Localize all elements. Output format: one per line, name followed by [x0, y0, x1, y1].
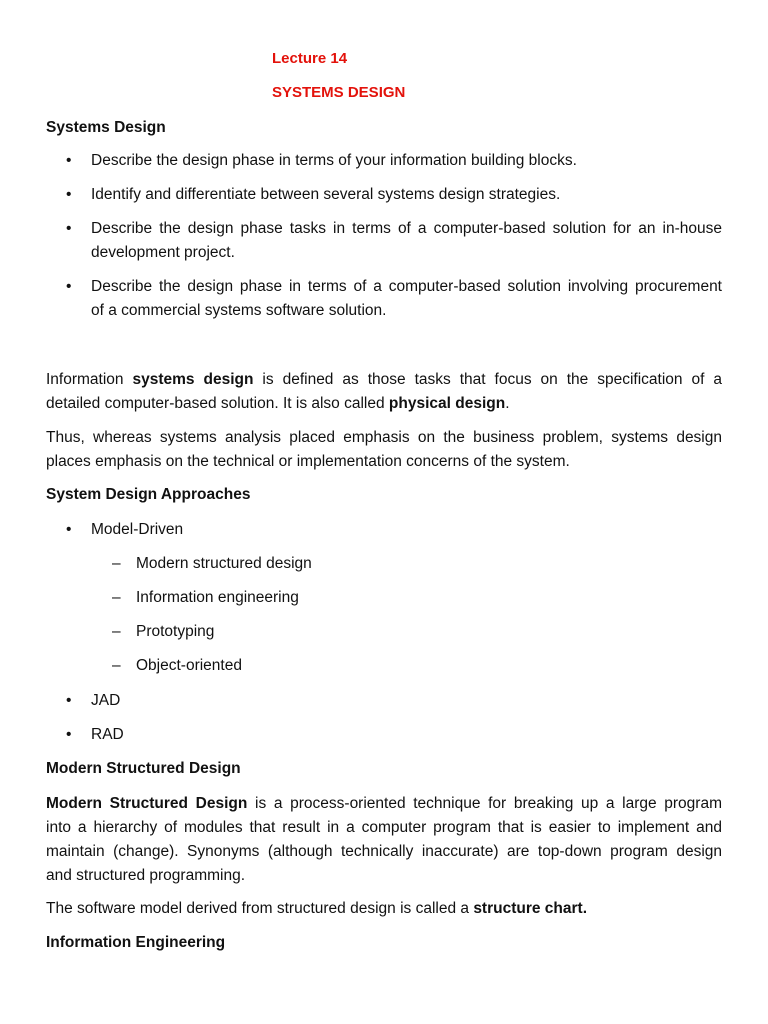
list-item: • Identify and differentiate between several systems design strategies.: [46, 183, 722, 207]
bullet-icon: •: [66, 186, 72, 203]
section-heading-systems-design: Systems Design: [46, 119, 166, 136]
list-item: • RAD: [46, 723, 722, 747]
document-page: Lecture 14 SYSTEMS DESIGN Systems Design • Describe the design phase in terms of your information building blocks. • Identify and differentiate between several systems design strategies. • Describe the design phase tasks in terms of a computer-based solution for an in-house development project. • Describe the design phase in terms of a computer-based solution involving procurement of a commercial systems software solution. Information systems design is defined as those tasks that focus on the specification of a detailed computer-based solution. It is also called physical design. Thus, whereas systems analysis placed emphasis on the business problem, systems design places emphasis on the technical or implementation concerns of the system. System Design Approaches • Model-Driven – Modern structured design – Information engineering – Prototyping – Object-oriented • JAD • RAD Modern Structured Design Modern Structured Design is a process-oriented technique for breaking up a large program into a hierarchy of modules that result in a computer program that is easier to implement and maintain (change). Synonyms (although technically inaccurate) are top-down program design and structured programming. The software model derived from structured design is called a structure chart. Information Engineering: [0, 0, 768, 1024]
list-item: • JAD: [46, 689, 722, 713]
modern-structured-paragraph: Modern Structured Design is a process-oriented technique for breaking up a large program into a hierarchy of modules that result in a computer program that is easier to implement and maintain (change). Synonyms (although technically inaccurate) are top-down program design and structured programming.: [46, 795, 722, 884]
structure-chart-paragraph: The software model derived from structured design is called a structure chart.: [46, 900, 588, 917]
lecture-number: Lecture 14: [272, 50, 348, 67]
list-item: • Describe the design phase tasks in terms of a computer-based solution for an in-house development project.: [46, 217, 722, 265]
dash-icon: –: [112, 555, 121, 572]
bullet-icon: •: [66, 521, 72, 538]
list-item: • Describe the design phase in terms of your information building blocks.: [46, 149, 722, 173]
list-item: • Model-Driven: [46, 518, 722, 542]
dash-icon: –: [112, 589, 121, 606]
list-item: • Describe the design phase in terms of a computer-based solution involving procurement of a commercial systems software solution.: [46, 275, 722, 323]
section-heading-information-engineering: Information Engineering: [46, 934, 226, 951]
bullet-icon: •: [66, 220, 72, 237]
emphasis-paragraph: Thus, whereas systems analysis placed emphasis on the business problem, systems design places emphasis on the technical or implementation concerns of the system.: [46, 429, 722, 470]
bullet-icon: •: [66, 726, 72, 743]
definition-paragraph: Information systems design is defined as those tasks that focus on the specification of a detailed computer-based solution. It is also called physical design.: [46, 371, 722, 412]
dash-icon: –: [112, 623, 121, 640]
bullet-icon: •: [66, 152, 72, 169]
bullet-icon: •: [66, 692, 72, 709]
dash-icon: –: [112, 657, 121, 674]
section-heading-modern-structured: Modern Structured Design: [46, 760, 241, 777]
lecture-topic: SYSTEMS DESIGN: [272, 84, 406, 101]
bullet-icon: •: [66, 278, 72, 295]
section-heading-approaches: System Design Approaches: [46, 486, 251, 503]
